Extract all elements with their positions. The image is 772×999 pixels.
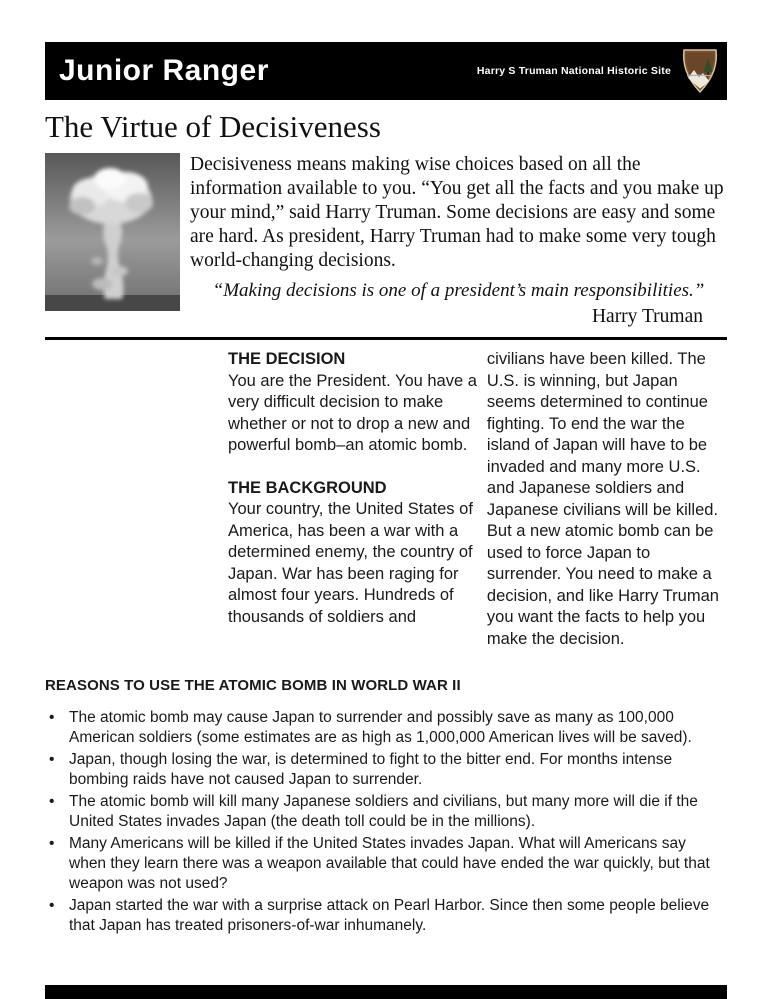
page-content bbox=[45, 0, 727, 938]
program-title: Junior Ranger bbox=[59, 54, 269, 87]
list-item bbox=[45, 896, 727, 936]
background-continued-paragraph: civilians have been killed. The U.S. is winning, but Japan seems determined to continue fighting. To end the war the island of Japan will have to be invaded and many more U.S. and Japanese soldiers and Japanese civilians will be killed. But a new atomic bomb can be used to force Japan to surrender. You need to make a decision, and like Harry Truman you want the facts to help you make the decision. bbox=[486, 350, 719, 648]
header-right bbox=[477, 48, 727, 94]
list-item bbox=[45, 750, 727, 790]
quote-attribution: Harry Truman bbox=[591, 306, 703, 327]
bullet-icon: • bbox=[49, 751, 55, 768]
decision-right-column bbox=[487, 349, 727, 650]
bullet-icon: • bbox=[49, 835, 55, 852]
reason-text: The atomic bomb will kill many Japanese soldiers and civilians, but many more will die if the United States invades Japan (the death toll could be in the millions). bbox=[69, 793, 698, 830]
decision-left-column bbox=[228, 349, 478, 650]
footer-bar bbox=[45, 985, 727, 999]
horizontal-rule bbox=[45, 337, 727, 340]
bullet-icon: • bbox=[49, 709, 55, 726]
list-item bbox=[45, 834, 727, 894]
background-heading: THE BACKGROUND bbox=[228, 478, 387, 497]
intro-text bbox=[190, 153, 727, 329]
list-item bbox=[45, 792, 727, 832]
nps-arrowhead-logo-icon bbox=[681, 48, 719, 94]
site-name: Harry S Truman National Historic Site bbox=[476, 65, 671, 77]
reasons-list bbox=[45, 708, 727, 936]
header-bar bbox=[45, 42, 727, 100]
decision-heading: THE DECISION bbox=[228, 350, 346, 368]
page-title: The Virtue of Decisiveness bbox=[45, 109, 381, 144]
list-item bbox=[45, 708, 727, 748]
background-paragraph: Your country, the United States of America, has been a war with a determined enemy, the country of Japan. War has been raging for almost four years. Hundreds of thousands of soldiers and bbox=[228, 500, 473, 626]
mushroom-cloud-photo bbox=[45, 153, 180, 311]
intro-paragraph: Decisiveness means making wise choices based on all the information available to you. “You get all the facts and you make up your mind,” said Harry Truman. Some decisions are easy and some are hard. As president, Harry Truman had to make some very tough world-changing decisions. bbox=[190, 154, 724, 271]
decision-paragraph: You are the President. You have a very difficult decision to make whether or not to drop a new and powerful bomb–an atomic bomb. bbox=[228, 371, 477, 454]
column-spacer bbox=[228, 457, 478, 478]
bullet-icon: • bbox=[49, 793, 55, 810]
reasons-heading: REASONS TO USE THE ATOMIC BOMB IN WORLD WAR II bbox=[45, 677, 461, 694]
bullet-icon: • bbox=[49, 897, 55, 914]
reason-text: The atomic bomb may cause Japan to surrender and possibly save as many as 100,000 American soldiers (some estimates are as high as 1,000,000 American lives will be saved). bbox=[69, 709, 692, 746]
intro-section bbox=[45, 153, 727, 329]
reason-text: Japan started the war with a surprise attack on Pearl Harbor. Since then some people believe that Japan has treated prisoners-of-war inhumanely. bbox=[69, 897, 710, 934]
reason-text: Japan, though losing the war, is determined to fight to the bitter end. For months intense bombing raids have not caused Japan to surrender. bbox=[69, 751, 673, 788]
reason-text: Many Americans will be killed if the United States invades Japan. What will Americans say when they learn there was a weapon available that could have ended the war quickly, but that weapon was not used? bbox=[69, 835, 710, 892]
truman-quote: “Making decisions is one of a president’s main responsibilities.” bbox=[212, 280, 705, 301]
decision-section bbox=[228, 349, 727, 650]
